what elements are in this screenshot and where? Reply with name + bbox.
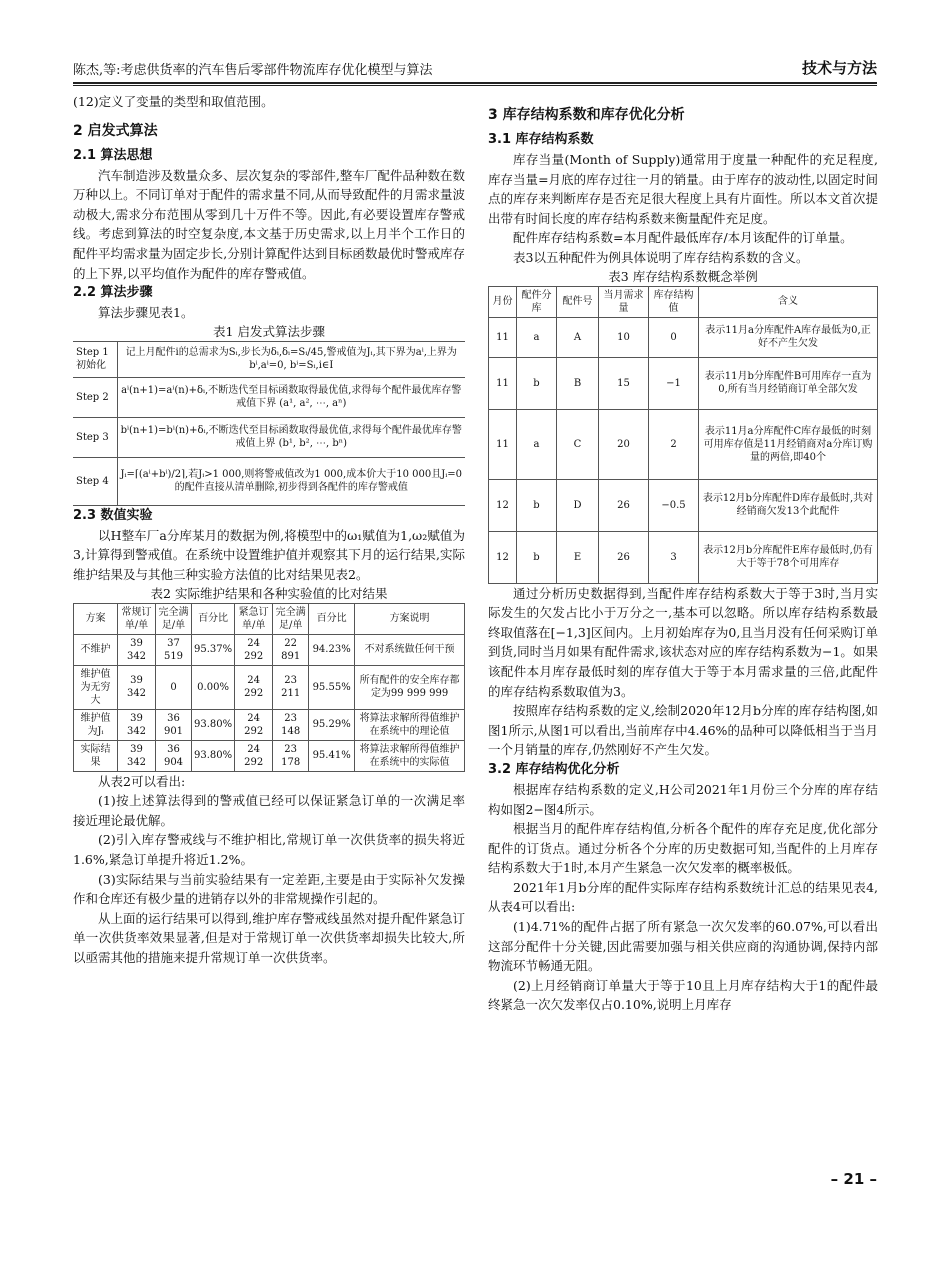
table-cell: A <box>557 317 599 357</box>
table-cell: 维护值为Jᵢ <box>74 709 118 740</box>
table-row <box>74 665 465 709</box>
table-header-cell: 紧急订单/单 <box>235 603 273 634</box>
table-cell: 26 <box>599 479 649 531</box>
table3-caption: 表3 库存结构系数概念举例 <box>608 268 758 284</box>
table-cell: 39 342 <box>118 740 156 771</box>
table3 <box>488 286 878 584</box>
table-cell: 15 <box>599 357 649 409</box>
table-cell: 95.41% <box>309 740 355 771</box>
table-cell: 39 342 <box>118 709 156 740</box>
table-row <box>73 377 465 417</box>
table-cell: a <box>517 409 557 479</box>
paragraph: 从上面的运行结果可以得到,维护库存警戒线虽然对提升配件紧急订单一次供货率效果显著,但是对于常规订单一次供货率却损失比较大,所以亟需其他的措施来提升常规订单一次供货率。 <box>73 910 465 965</box>
paragraph: (1)按上述算法得到的警戒值已经可以保证紧急订单的一次满足率接近理论最优解。 <box>73 793 465 828</box>
table-cell: 94.23% <box>309 634 355 665</box>
table-cell: 39 342 <box>118 634 156 665</box>
table-header-cell: 方案说明 <box>355 603 465 634</box>
subsection-heading: 3.2 库存结构优化分析 <box>488 761 620 777</box>
running-header <box>73 52 877 78</box>
table-cell: 表示12月b分库配件E库存最低时,仍有大于等于78个可用库存 <box>699 531 878 583</box>
table-header-cell: 当月需求量 <box>599 286 649 317</box>
table1 <box>73 341 465 506</box>
table-cell: Step 2 <box>73 377 117 417</box>
table-cell: 表示11月a分库配件C库存最低的时刻可用库存值是11月经销商对a分库订购量的两倍,即40个 <box>699 409 878 479</box>
table-cell: 12 <box>489 479 517 531</box>
table-header-cell: 常规订单/单 <box>118 603 156 634</box>
table-cell: 37 519 <box>156 634 192 665</box>
table-cell: 23 178 <box>273 740 309 771</box>
table-cell: 11 <box>489 409 517 479</box>
paragraph: (2)上月经销商订单量大于等于10且上月库存结构大于1的配件最终紧急一次欠发率仅占0.10%,说明上月库存 <box>488 977 878 1013</box>
table-cell: 11 <box>489 317 517 357</box>
header-section-title: 技术与方法 <box>801 59 877 77</box>
page-number: – 21 – <box>830 1170 877 1188</box>
table-cell: 表示11月b分库配件B可用库存一直为0,所有当月经销商订单全部欠发 <box>699 357 878 409</box>
paragraph: 2021年1月b分库的配件实际库存结构系数统计汇总的结果见表4,从表4可以看出: <box>488 879 878 915</box>
table-header-cell: 配件号 <box>557 286 599 317</box>
table-cell: 记上月配件i的总需求为Sᵢ,步长为δᵢ,δᵢ=Sᵢ/45,警戒值为Jᵢ,其下界为aⁱ,上界为bⁱ,aⁱ=0, bⁱ=Sᵢ,i∈I <box>117 341 465 377</box>
table-cell: Jᵢ=⌈(aⁱ+bⁱ)/2⌉,若Jᵢ>1 000,则将警戒值改为1 000,成本价大于10 000且Jᵢ=0的配件直接从清单删除,初步得到各配件的库存警戒值 <box>117 457 465 505</box>
table-cell: 24 292 <box>235 634 273 665</box>
table-header-row <box>74 603 465 634</box>
right-column <box>488 92 878 1015</box>
table-cell: 36 901 <box>156 709 192 740</box>
table-cell: 不维护 <box>74 634 118 665</box>
table-cell: a <box>517 317 557 357</box>
table-cell: −1 <box>649 357 699 409</box>
table-header-cell: 百分比 <box>192 603 235 634</box>
table-cell: bⁱ(n+1)=bⁱ(n)+δᵢ,不断迭代至目标函数取得最优值,求得每个配件最优库存警戒值上界 (b¹, b², ⋯, bⁿ) <box>117 417 465 457</box>
table-row <box>73 341 465 377</box>
table-cell: E <box>557 531 599 583</box>
table-header-cell: 完全满足/单 <box>273 603 309 634</box>
table-cell: 将算法求解所得值维护在系统中的理论值 <box>355 709 465 740</box>
table-cell: 10 <box>599 317 649 357</box>
table-cell: 11 <box>489 357 517 409</box>
left-column <box>73 92 465 967</box>
table-cell: 所有配件的安全库存都定为99 999 999 <box>355 665 465 709</box>
table-cell: b <box>517 479 557 531</box>
header-rule-thin <box>73 85 877 86</box>
table-cell: 95.37% <box>192 634 235 665</box>
section-heading: 3 库存结构系数和库存优化分析 <box>488 107 685 123</box>
paragraph: (3)实际结果与当前实验结果有一定差距,主要是由于实际补欠发操作和仓库还有极少量的进销存以外的非常规操作引起的。 <box>73 871 465 907</box>
table-cell: 0 <box>649 317 699 357</box>
table-cell: 12 <box>489 531 517 583</box>
table-header-cell: 完全满足/单 <box>156 603 192 634</box>
table1-caption: 表1 启发式算法步骤 <box>213 323 325 339</box>
table-cell: 39 342 <box>118 665 156 709</box>
table-row <box>489 531 878 583</box>
paragraph: 以H整车厂a分库某月的数据为例,将模型中的ω₁赋值为1,ω₂赋值为3,计算得到警戒值。在系统中设置维护值并观察其下月的运行结果,实际维护结果及与其他三种实验方法值的比对结果见表2。 <box>73 527 465 582</box>
header-article-title: 陈杰,等:考虑供货率的汽车售后零部件物流库存优化模型与算法 <box>73 63 433 78</box>
table-cell: 93.80% <box>192 709 235 740</box>
table-cell: 表示11月a分库配件A库存最低为0,正好不产生欠发 <box>699 317 878 357</box>
paragraph: 汽车制造涉及数量众多、层次复杂的零部件,整车厂配件品种数在数万种以上。不同订单对于配件的需求量不同,从而导致配件的月需求量波动极大,需求分布范围从零到几十万件不等。因此,有必要设置库存警戒线。考虑到算法的时空复杂度,本文基于历史需求,以上月半个工作日的配件平均需求量为固定步长,分别计算配件达到目标函数最优时警戒库存的上下界,以平均值作为配件的库存警戒值。 <box>73 167 465 281</box>
table-row <box>489 357 878 409</box>
table-row <box>74 709 465 740</box>
paragraph: 表3以五种配件为例具体说明了库存结构系数的含义。 <box>513 249 809 265</box>
table-cell: 2 <box>649 409 699 479</box>
table-cell: −0.5 <box>649 479 699 531</box>
table-cell: 0 <box>156 665 192 709</box>
table-cell: b <box>517 357 557 409</box>
table-cell: Step 1 初始化 <box>73 341 117 377</box>
paragraph: 根据库存结构系数的定义,H公司2021年1月份三个分库的库存结构如图2−图4所示。 <box>488 781 878 817</box>
table-row <box>74 634 465 665</box>
table-header-cell: 月份 <box>489 286 517 317</box>
subsection-heading: 2.1 算法思想 <box>73 147 153 163</box>
paragraph: 从表2可以看出: <box>98 773 186 789</box>
table-cell: b <box>517 531 557 583</box>
table-header-cell: 百分比 <box>309 603 355 634</box>
table-row <box>74 740 465 771</box>
table-header-cell: 配件分库 <box>517 286 557 317</box>
table-row <box>489 479 878 531</box>
table-cell: 24 292 <box>235 665 273 709</box>
table-cell: 24 292 <box>235 709 273 740</box>
table2 <box>73 603 465 772</box>
table-cell: 23 211 <box>273 665 309 709</box>
section-heading: 2 启发式算法 <box>73 122 158 139</box>
table-cell: Step 4 <box>73 457 117 505</box>
table-cell: 23 148 <box>273 709 309 740</box>
table-cell: 3 <box>649 531 699 583</box>
paragraph: 通过分析历史数据得到,当配件库存结构系数大于等于3时,当月实际发生的欠发占比小于万分之一,基本可以忽略。所以库存结构系数最终取值落在[−1,3]区间内。上月初始库存为0,且当月没有任何采购订单到货,同时当月如果有配件需求,该状态对应的库存结构系数为−1。如果该配件本月库存最低时刻的库存值大于等于本月需求量的三倍,此配件的库存结构系数取值为3。 <box>488 585 878 699</box>
paragraph: (1)4.71%的配件占据了所有紧急一次欠发率的60.07%,可以看出这部分配件十分关键,因此需要加强与相关供应商的沟通协调,保持内部物流环节畅通无阻。 <box>488 919 878 974</box>
table-cell: 26 <box>599 531 649 583</box>
table-header-row <box>489 286 878 317</box>
paragraph: 按照库存结构系数的定义,绘制2020年12月b分库的库存结构图,如图1所示,从图1可以看出,当前库存中4.46%的品种可以降低相当于当月一个月销量的库存,仍然刚好不产生欠发。 <box>488 703 878 758</box>
table-cell: 95.55% <box>309 665 355 709</box>
table-cell: 实际结果 <box>74 740 118 771</box>
table-cell: C <box>557 409 599 479</box>
table-cell: 36 904 <box>156 740 192 771</box>
table-cell: B <box>557 357 599 409</box>
table-cell: 20 <box>599 409 649 479</box>
subsection-heading: 2.3 数值实验 <box>73 507 153 523</box>
table-cell: Step 3 <box>73 417 117 457</box>
table-cell: 95.29% <box>309 709 355 740</box>
table-header-cell: 库存结构值 <box>649 286 699 317</box>
table-header-cell: 方案 <box>74 603 118 634</box>
subsection-heading: 3.1 库存结构系数 <box>488 132 594 147</box>
table-cell: D <box>557 479 599 531</box>
header-rule <box>73 82 877 84</box>
paragraph: 根据当月的配件库存结构值,分析各个配件的库存充足度,优化部分配件的订货点。通过分析各个分库的历史数据可知,当配件的上月库存结构系数大于1时,本月产生紧急一次欠发率的概率极低。 <box>488 821 878 876</box>
paragraph: 库存当量(Month of Supply)通常用于度量一种配件的充足程度,库存当量=月底的库存过往一月的销量。由于库存的波动性,以固定时间点的库存来判断库存是否充足很大程度上具有片面性。所以本文首次提出带有时间长度的库存结构系数来衡量配件充足度。 <box>488 152 878 226</box>
table-cell: 表示12月b分库配件D库存最低时,共对经销商欠发13个此配件 <box>699 479 878 531</box>
paragraph: 配件库存结构系数=本月配件最低库存/本月该配件的订单量。 <box>513 230 853 246</box>
table-header-cell: 含义 <box>699 286 878 317</box>
table-row <box>489 409 878 479</box>
table-cell: 93.80% <box>192 740 235 771</box>
table2-caption: 表2 实际维护结果和各种实验值的比对结果 <box>150 585 388 601</box>
paragraph: (12)定义了变量的类型和取值范围。 <box>73 94 274 109</box>
table-cell: aⁱ(n+1)=aⁱ(n)+δᵢ,不断迭代至目标函数取得最优值,求得每个配件最优库存警戒值下界 (a¹, a², ⋯, aⁿ) <box>117 377 465 417</box>
subsection-heading: 2.2 算法步骤 <box>73 285 153 301</box>
table-cell: 24 292 <box>235 740 273 771</box>
paragraph: (2)引入库存警戒线与不维护相比,常规订单一次供货率的损失将近1.6%,紧急订单提升将近1.2%。 <box>73 832 465 867</box>
table-cell: 22 891 <box>273 634 309 665</box>
table-cell: 将算法求解所得值维护在系统中的实际值 <box>355 740 465 771</box>
table-cell: 不对系统做任何干预 <box>355 634 465 665</box>
table-row <box>489 317 878 357</box>
table-cell: 0.00% <box>192 665 235 709</box>
table-cell: 维护值为无穷大 <box>74 665 118 709</box>
table-row <box>73 457 465 505</box>
table-row <box>73 417 465 457</box>
paragraph: 算法步骤见表1。 <box>98 305 194 321</box>
